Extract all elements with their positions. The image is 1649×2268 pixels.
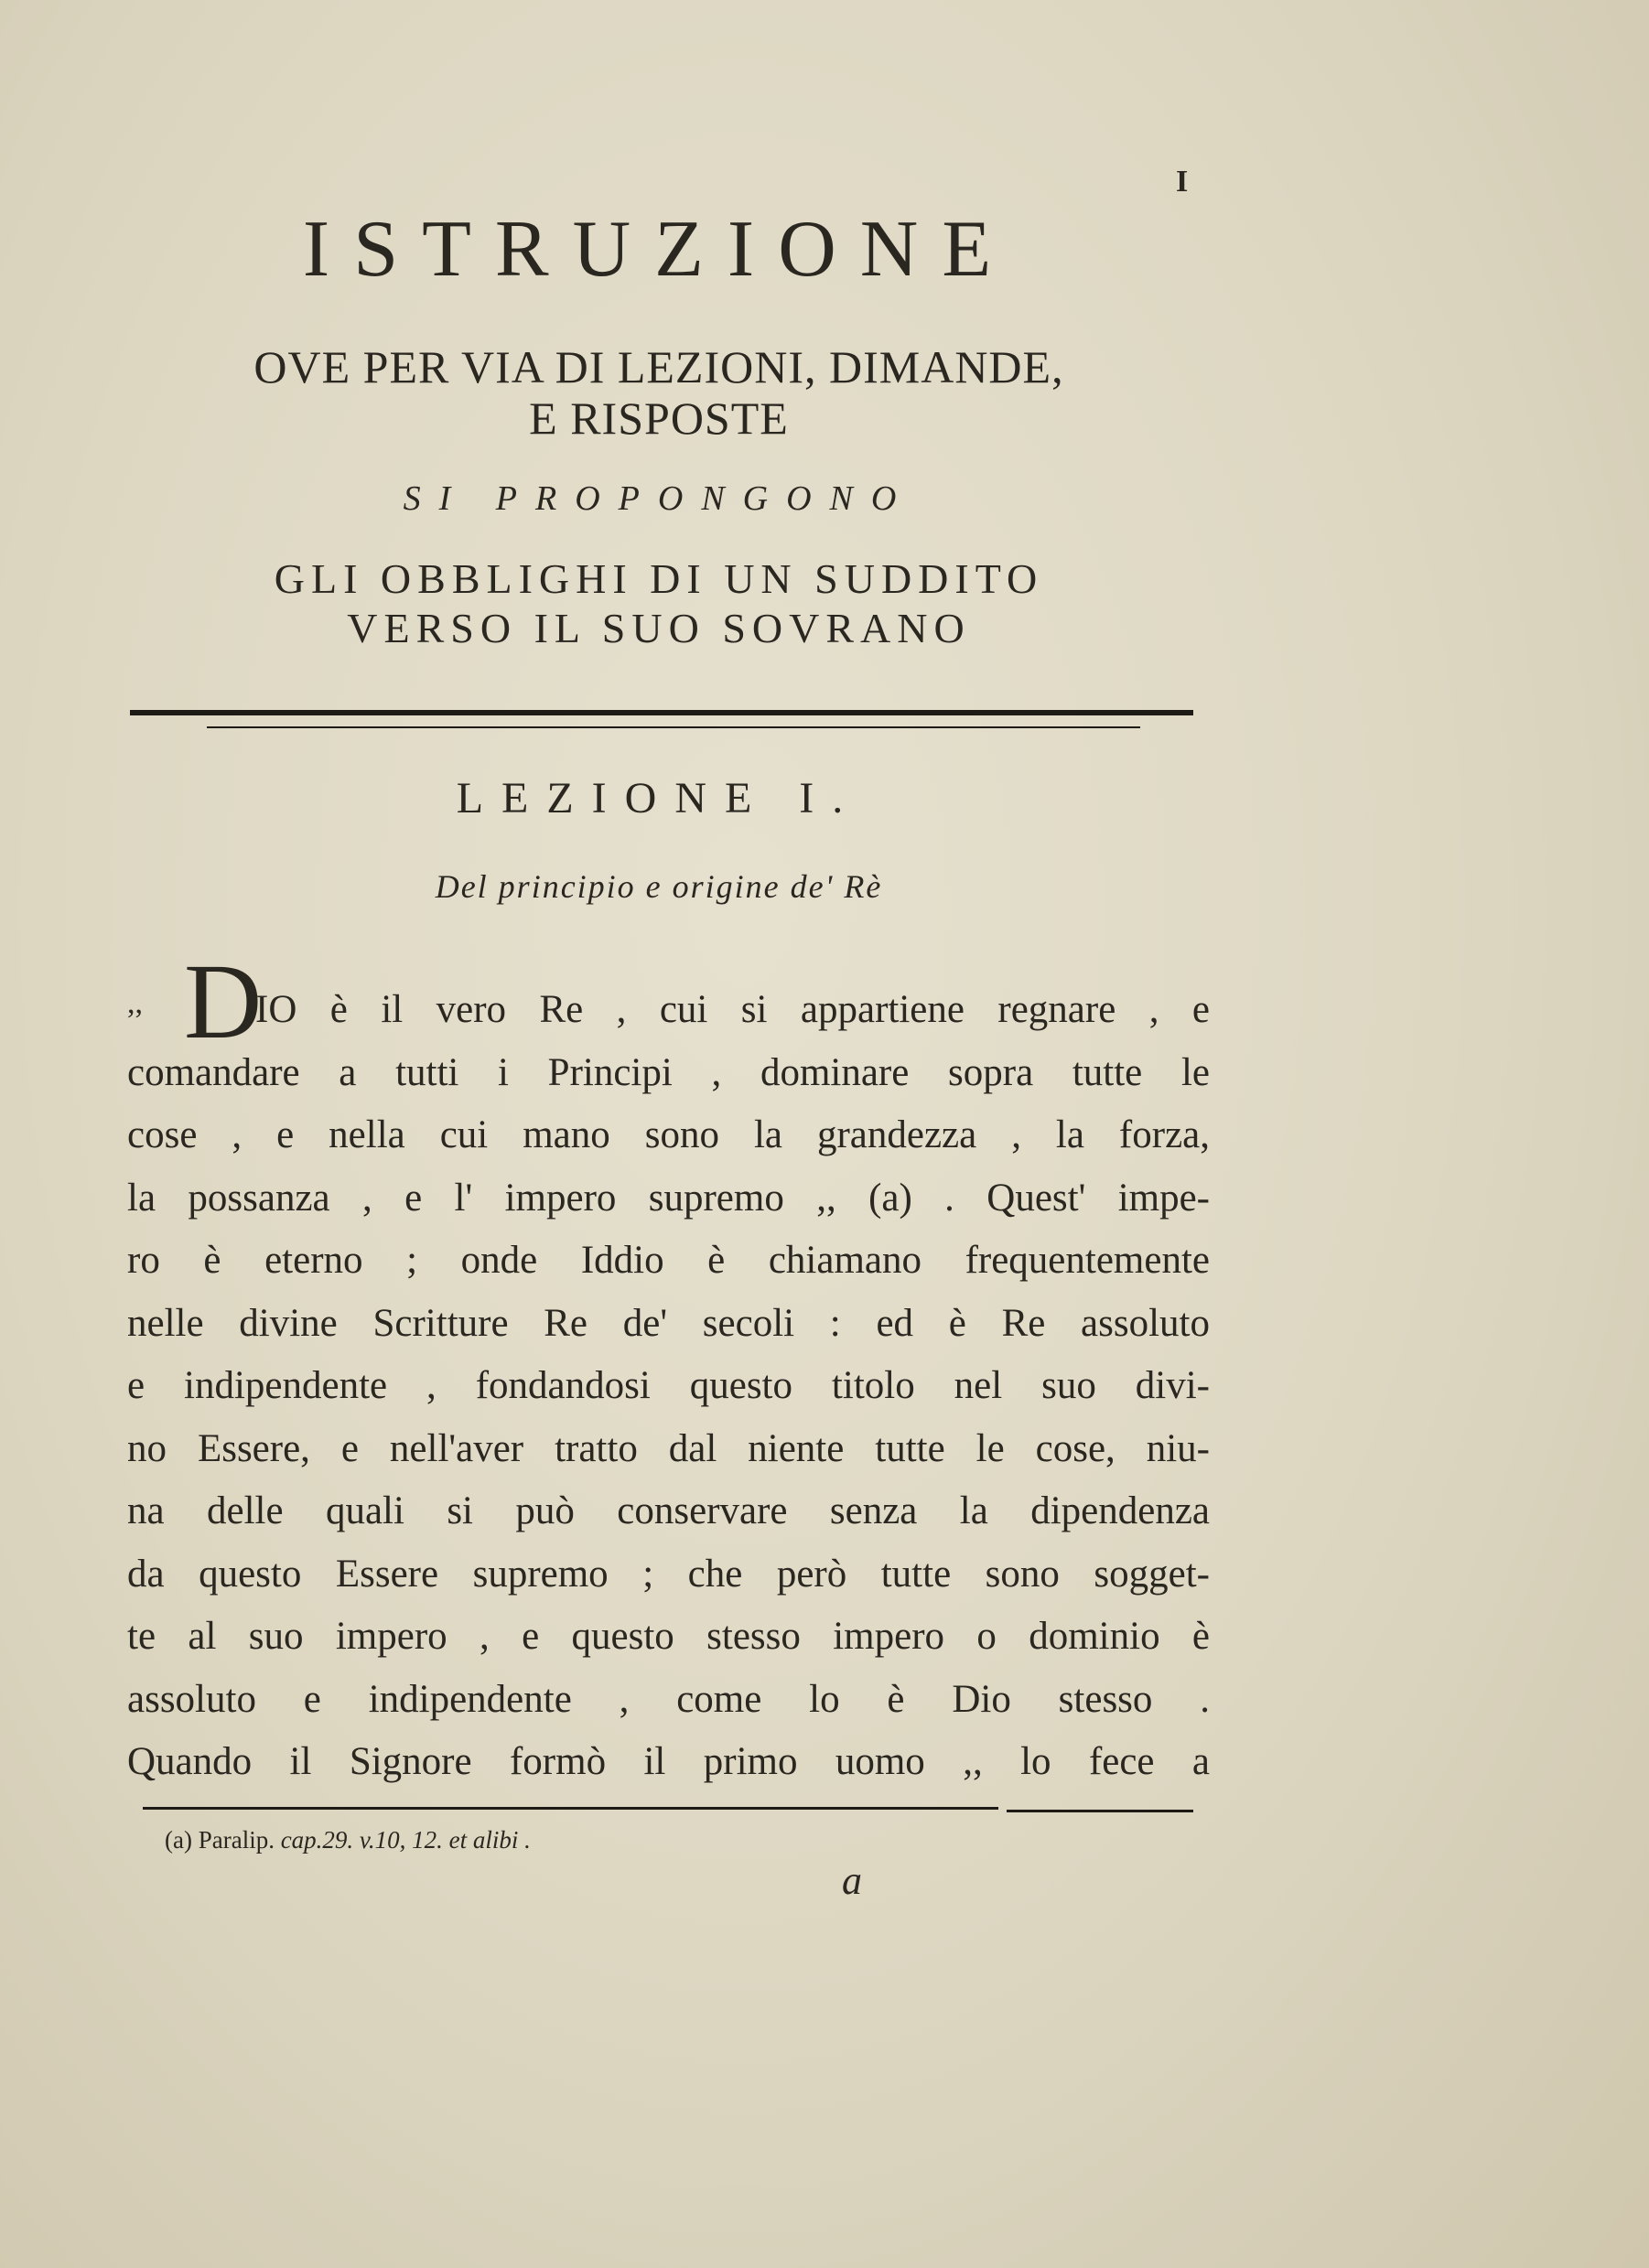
subtitle-line: OVE PER VIA DI LEZIONI, DIMANDE,	[253, 341, 1064, 392]
text-line: no Essere, e nell'aver tratto dal niente tutte le cose, niu-	[127, 1426, 1210, 1470]
text-line: ro è eterno ; onde Iddio è chiamano frequentemente	[127, 1239, 1210, 1282]
signature-mark: a	[842, 1858, 862, 1903]
text-line: na delle quali si può conservare senza la dipendenza	[127, 1489, 1210, 1532]
footnote-ref: cap.29. v.10, 12. et alibi .	[280, 1826, 531, 1854]
body-text	[127, 941, 1210, 1794]
subtitle-line: VERSO IL SUO SOVRANO	[347, 605, 971, 651]
footnote-divider	[143, 1807, 998, 1810]
text-line: IO è il vero Re , cui si appartiene regnare , e	[255, 988, 1210, 1031]
footnote-source: Paralip.	[198, 1826, 275, 1854]
page-number: I	[1176, 165, 1189, 199]
open-quote: ,,	[127, 986, 143, 1020]
thin-divider	[207, 726, 1140, 728]
footnote	[165, 1826, 531, 1854]
text-line: nelle divine Scritture Re de' secoli : ed è Re assoluto	[127, 1301, 1210, 1345]
footnote-divider	[1007, 1810, 1193, 1812]
lesson-heading: LEZIONE I.	[456, 774, 862, 822]
subtitle-line: GLI OBBLIGHI DI UN SUDDITO	[274, 555, 1044, 602]
subtitle-line: E RISPOSTE	[529, 392, 789, 444]
text-line: e indipendente , fondandosi questo titolo nel suo divi-	[127, 1364, 1210, 1407]
text-line: la possanza , e l' impero supremo ,, (a) . Quest' impe-	[127, 1176, 1210, 1220]
subtitle-line: SI PROPONGONO	[403, 479, 915, 518]
footnote-mark: (a)	[165, 1826, 192, 1854]
text-line: te al suo impero , e questo stesso impero o dominio è	[127, 1615, 1210, 1658]
lesson-subtitle: Del principio e origine de' Rè	[435, 868, 883, 905]
text-line: comandare a tutti i Principi , dominare sopra tutte le	[127, 1050, 1210, 1094]
drop-cap: D	[184, 941, 263, 1061]
text-line: Quando il Signore formò il primo uomo ,, lo fece a	[127, 1740, 1210, 1783]
page-title: ISTRUZIONE	[302, 205, 1016, 294]
text-line: da questo Essere supremo ; che però tutte sono sogget-	[127, 1552, 1210, 1596]
thick-divider	[130, 710, 1193, 715]
text-line: assoluto e indipendente , come lo è Dio stesso .	[127, 1677, 1210, 1721]
text-line: cose , e nella cui mano sono la grandezza , la forza,	[127, 1113, 1210, 1156]
